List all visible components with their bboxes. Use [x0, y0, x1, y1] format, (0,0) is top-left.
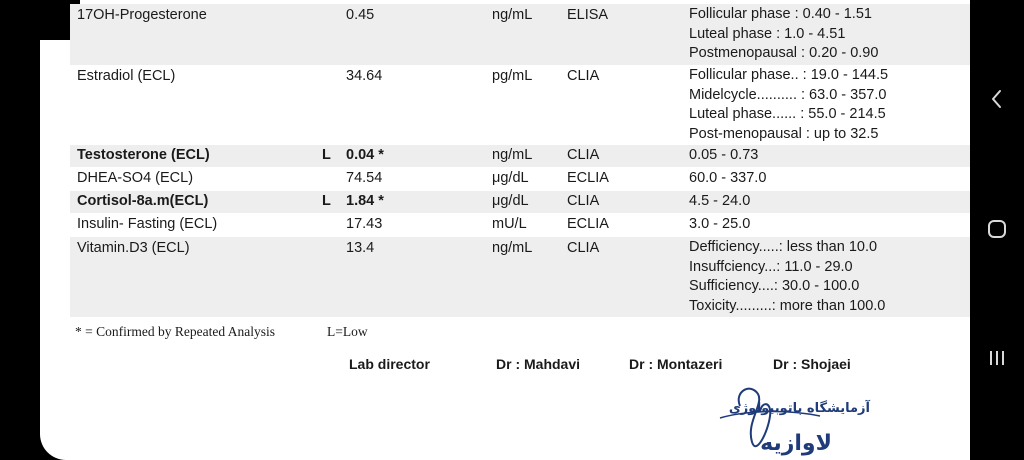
stamp-line-2: لاوازیه [760, 431, 832, 456]
result-value: 74.54 [346, 170, 383, 186]
result-method: ECLIA [567, 170, 609, 186]
test-name: 17OH-Progesterone [77, 7, 207, 23]
reference-range [689, 169, 766, 189]
result-flag: L [322, 147, 331, 163]
reference-line: Defficiency.....: less than 10.0 [689, 239, 878, 255]
reference-line: Toxicity.........: more than 100.0 [689, 297, 886, 314]
reference-range [689, 215, 750, 235]
footnote-low: L=Low [327, 324, 368, 339]
reference-line: Follicular phase.. : 19.0 - 144.5 [689, 67, 889, 83]
table-row [70, 191, 970, 213]
result-method: CLIA [567, 147, 600, 163]
reference-line: 60.0 - 337.0 [689, 170, 767, 186]
reference-range [689, 146, 758, 166]
lab-report-page [40, 0, 970, 460]
table-row [70, 168, 970, 190]
chevron-left-icon [988, 88, 1006, 110]
reference-line: 3.0 - 25.0 [689, 216, 751, 232]
test-name: Vitamin.D3 (ECL) [77, 240, 190, 256]
result-method: ECLIA [567, 216, 609, 232]
result-value: 0.04 * [346, 147, 384, 163]
signatory-shojaei: Dr : Shojaei [773, 356, 851, 372]
result-value: 34.64 [346, 68, 383, 84]
result-unit: ng/mL [492, 147, 533, 163]
result-flag: L [322, 193, 331, 209]
result-unit: pg/mL [492, 68, 533, 84]
android-navigation-bar [970, 0, 1024, 460]
reference-range [689, 238, 885, 316]
result-unit: ng/mL [492, 7, 533, 23]
reference-line: 4.5 - 24.0 [689, 193, 751, 209]
recents-button[interactable] [970, 338, 1024, 378]
reference-line: Sufficiency....: 30.0 - 100.0 [689, 278, 860, 294]
three-bars-icon [986, 347, 1008, 369]
reference-line: Luteal phase...... : 55.0 - 214.5 [689, 106, 886, 122]
reference-range [689, 66, 888, 144]
reference-line: Postmenopausal : 0.20 - 0.90 [689, 45, 879, 61]
stamp-line-1: آزمایشگاه پاتوبیولوژی [728, 401, 870, 416]
result-unit: μg/dL [492, 193, 529, 209]
table-row [70, 4, 970, 65]
table-row [70, 214, 970, 236]
test-name: DHEA-SO4 (ECL) [77, 170, 194, 186]
reference-range [689, 192, 750, 212]
test-name: Estradiol (ECL) [77, 68, 176, 84]
home-button[interactable] [970, 209, 1024, 249]
test-name: Insulin- Fasting (ECL) [77, 216, 218, 232]
result-method: CLIA [567, 193, 600, 209]
reference-line: Follicular phase : 0.40 - 1.51 [689, 6, 872, 22]
table-row [70, 65, 970, 145]
result-unit: mU/L [492, 216, 527, 232]
footnote-confirmed: * = Confirmed by Repeated Analysis [75, 324, 275, 339]
table-row [70, 237, 970, 317]
back-button[interactable] [970, 79, 1024, 119]
result-unit: ng/mL [492, 240, 533, 256]
test-name: Cortisol-8a.m(ECL) [77, 193, 209, 209]
table-row [70, 145, 970, 167]
result-unit: μg/dL [492, 170, 529, 186]
result-value: 0.45 [346, 7, 375, 23]
reference-line: Post-menopausal : up to 32.5 [689, 125, 879, 142]
result-value: 17.43 [346, 216, 383, 232]
reference-line: 0.05 - 0.73 [689, 147, 759, 163]
result-method: CLIA [567, 68, 600, 84]
reference-range [689, 5, 878, 64]
result-method: CLIA [567, 240, 600, 256]
result-method: ELISA [567, 7, 609, 23]
signatory-mahdavi: Dr : Mahdavi [496, 356, 581, 372]
reference-line: Midelcycle.......... : 63.0 - 357.0 [689, 86, 887, 103]
result-value: 1.84 * [346, 193, 384, 209]
reference-line: Luteal phase : 1.0 - 4.51 [689, 25, 846, 42]
signatory-montazeri: Dr : Montazeri [629, 356, 723, 372]
lab-stamp [710, 372, 880, 460]
test-name: Testosterone (ECL) [77, 147, 210, 163]
signatory-lab-director: Lab director [349, 356, 430, 372]
reference-line: Insuffciency...: 11.0 - 29.0 [689, 258, 853, 275]
rounded-square-icon [986, 218, 1008, 240]
result-value: 13.4 [346, 240, 375, 256]
